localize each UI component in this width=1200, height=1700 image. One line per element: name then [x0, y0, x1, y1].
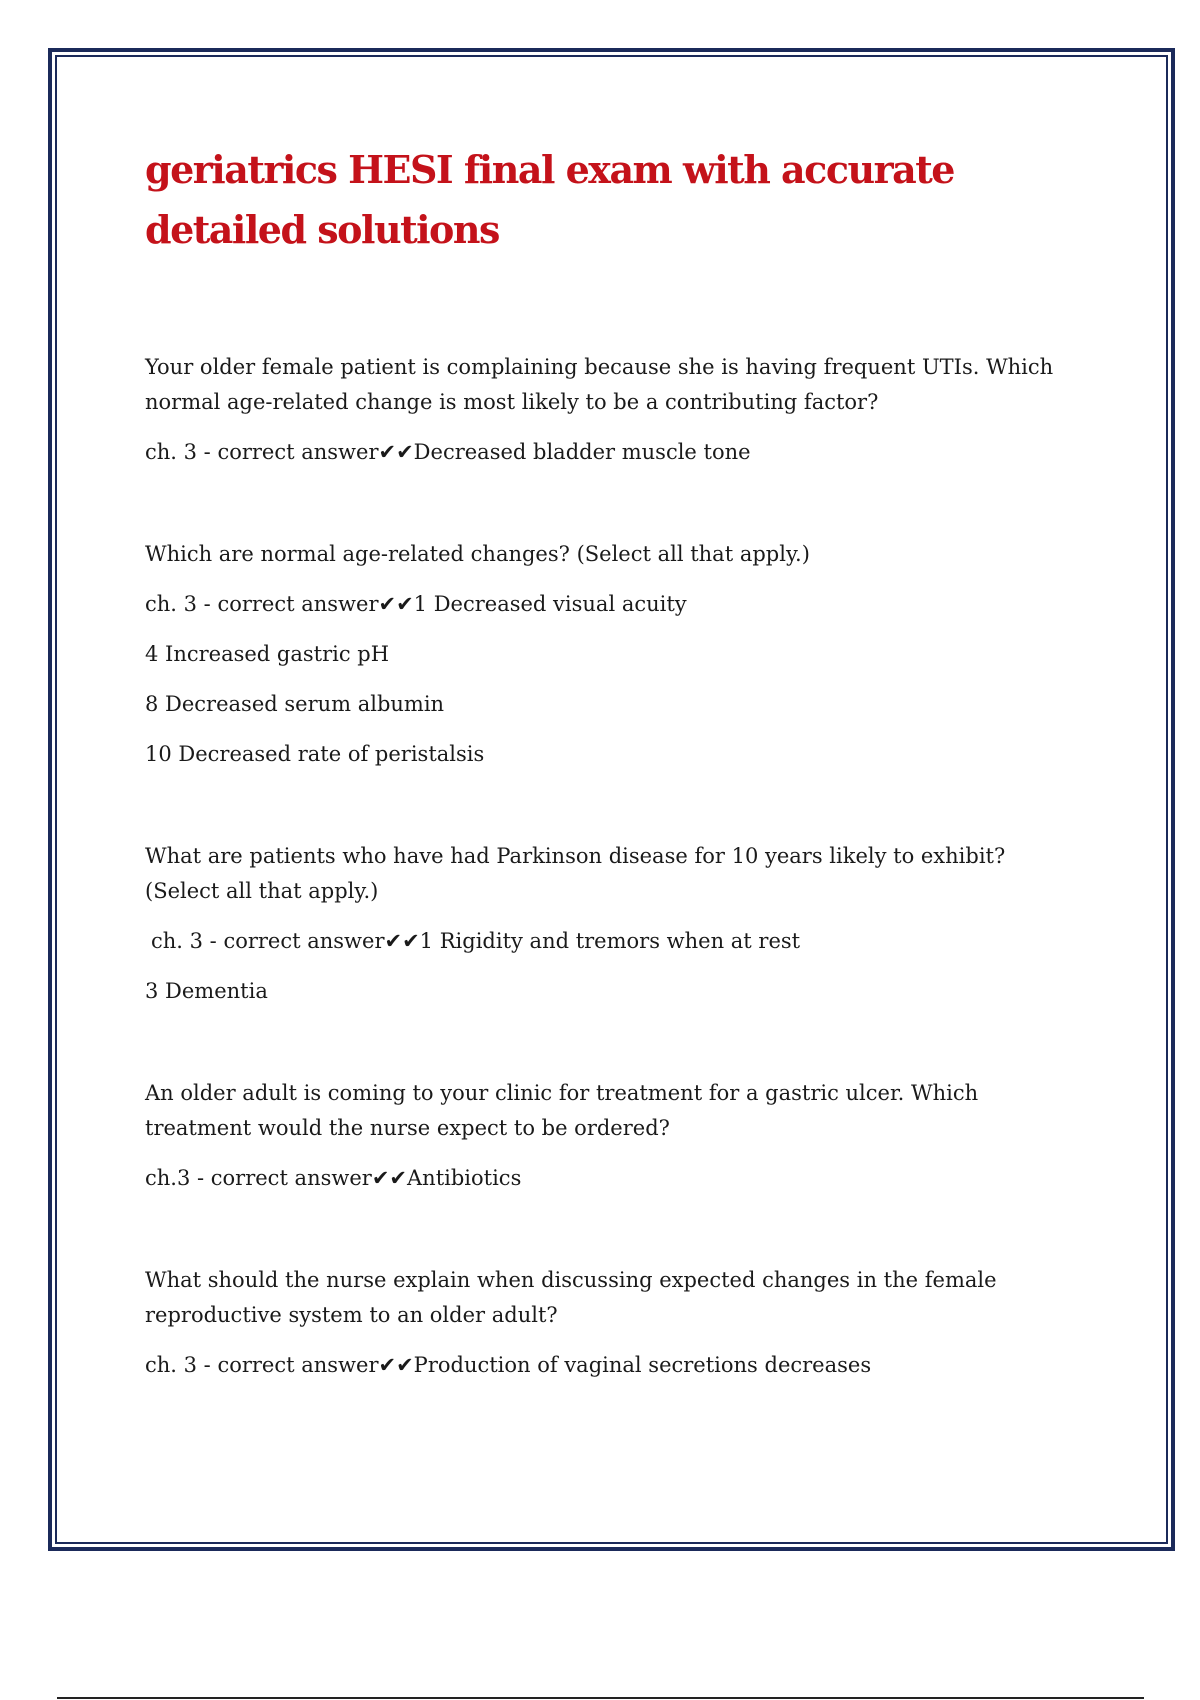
question-2: Which are normal age-related changes? (Select all that apply.)	[145, 542, 810, 566]
footer-divider	[57, 1697, 1144, 1699]
qa-item-5	[145, 1263, 1085, 1383]
answer-2-3: 8 Decreased serum albumin	[145, 692, 445, 716]
answer-1-1: ch. 3 - correct answer✔✔Decreased bladder muscle tone	[145, 440, 751, 464]
answer-3-1: ch. 3 - correct answer✔✔1 Rigidity and tremors when at rest	[151, 929, 801, 953]
qa-item-3	[145, 839, 1085, 1009]
answer-5-1: ch. 3 - correct answer✔✔Production of vaginal secretions decreases	[145, 1353, 872, 1377]
answer-3-2: 3 Dementia	[145, 979, 268, 1003]
document-title: geriatrics HESI final exam with accurate detailed solutions	[145, 147, 954, 252]
question-1: Your older female patient is complaining because she is having frequent UTIs. Which normal age-related change is most likely to be a contributing factor?	[145, 355, 1054, 414]
answer-2-2: 4 Increased gastric pH	[145, 642, 390, 666]
qa-item-2	[145, 537, 1085, 772]
answer-2-4: 10 Decreased rate of peristalsis	[145, 742, 485, 766]
document-body	[145, 140, 1085, 1383]
qa-item-1	[145, 350, 1085, 470]
answer-2-1: ch. 3 - correct answer✔✔1 Decreased visual acuity	[145, 592, 687, 616]
question-4: An older adult is coming to your clinic for treatment for a gastric ulcer. Which treatment would the nurse expect to be ordered?	[145, 1081, 979, 1140]
question-5: What should the nurse explain when discussing expected changes in the female reproductive system to an older adult?	[145, 1268, 997, 1327]
qa-item-4	[145, 1076, 1085, 1196]
answer-4-1: ch.3 - correct answer✔✔Antibiotics	[145, 1166, 522, 1190]
question-3: What are patients who have had Parkinson disease for 10 years likely to exhibit? (Select all that apply.)	[145, 844, 1006, 903]
